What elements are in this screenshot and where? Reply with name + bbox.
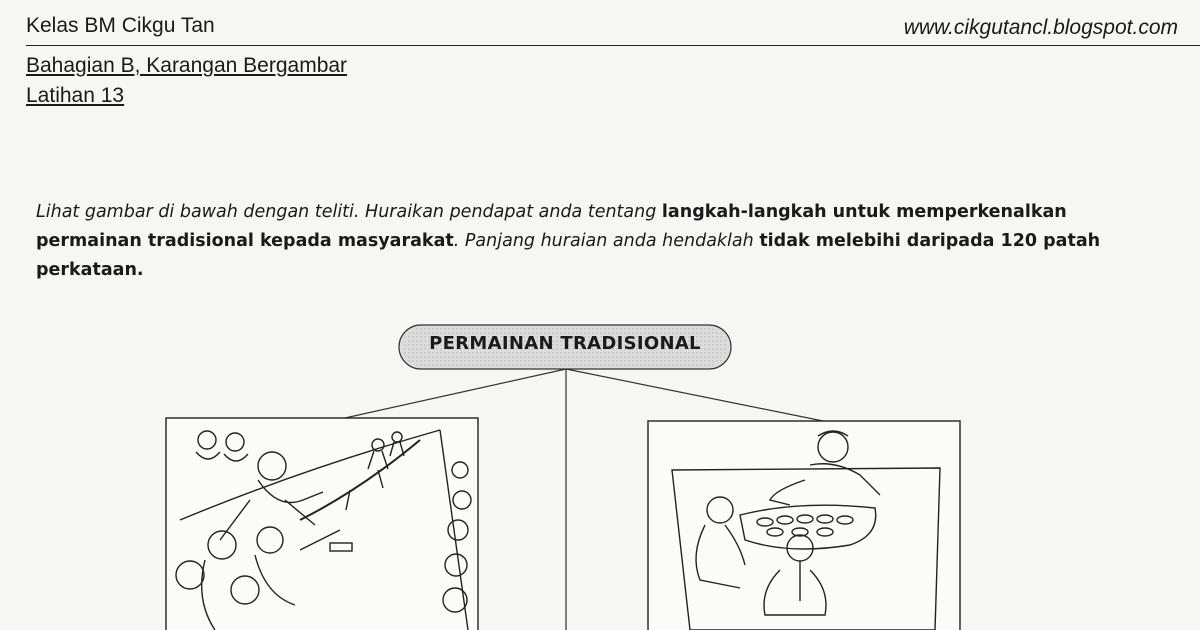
instructions-intro: Lihat gambar di bawah dengan teliti. Huraikan pendapat anda tentang <box>36 202 662 222</box>
section-title: Bahagian B, Karangan Bergambar <box>26 54 348 77</box>
instructions-topic: langkah-langkah untuk memperkenalkan permainan tradisional kepada masyarakat <box>36 202 1067 251</box>
instructions-word-limit: tidak melebihi daripada 120 patah perkataan. <box>36 231 1101 280</box>
center-label: PERMAINAN TRADISIONAL <box>429 333 701 354</box>
tug-of-war-picture <box>166 418 478 630</box>
class-name: Kelas BM Cikgu Tan <box>26 14 215 37</box>
congkak-picture <box>648 421 960 630</box>
website-url: www.cikgutancl.blogspot.com <box>903 16 1178 39</box>
exercise-title: Latihan 13 <box>26 84 125 107</box>
instructions-length-note: . Panjang huraian anda hendaklah <box>453 231 760 251</box>
